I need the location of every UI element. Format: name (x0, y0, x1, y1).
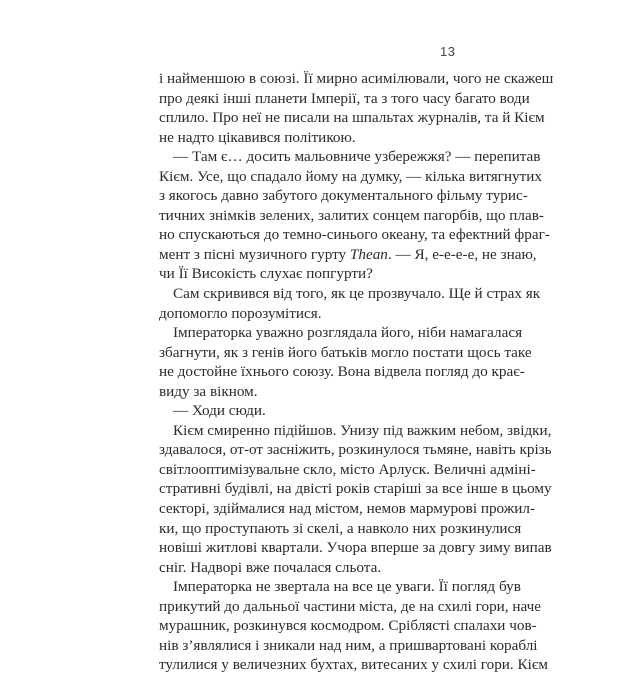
text-line: ки, що проступають зі скелі, а навколо них розкинулися (159, 519, 522, 537)
text-line: секторі, здіймалися над містом, немов мармурові прожил- (159, 500, 536, 518)
text-line: Кієм. Усе, що спадало йому на думку, — кілька витягнутих (159, 167, 542, 185)
text-line: сплило. Про неї не писали на шпальтах журналів, та й Кієм (159, 109, 545, 127)
text-line: допомогло порозумітися. (159, 304, 322, 322)
text-line: не надто цікавився політикою. (159, 128, 356, 146)
text-line-with-italic (159, 245, 537, 265)
text-line: і найменшою в союзі. Її мирно асимілювали, чого не скажеш (159, 70, 554, 87)
text-line: нів з’являлися і зникали над ним, а пришвартовані кораблі (159, 636, 538, 654)
text-line: Кієм смиренно підійшов. Унизу під важким небом, звідки, (173, 421, 552, 439)
text-line: Імператорка уважно розглядала його, ніби намагалася (173, 324, 523, 342)
text-line: Сам скривився від того, як це прозвучало. Ще й страх як (173, 285, 541, 303)
text-line: тичних знімків зелених, залитих сонцем пагорбів, що плав- (159, 206, 544, 224)
text-line: світлооптимізувальне скло, місто Арлуск. Величні адміні- (159, 460, 536, 478)
text-segment: мент з пісні музичного гурту (159, 245, 350, 263)
text-line: чи Її Високість слухає попгурти? (159, 265, 373, 283)
text-line: виду за вікном. (159, 382, 258, 400)
text-line: з якогось давно забутого документального фільму турис- (159, 187, 528, 205)
text-line: мурашник, розкинувся космодром. Сріблясті спалахи чов- (159, 617, 537, 635)
text-line: тулилися у величезних бухтах, витесаних у схилі гори. Кієм (159, 656, 548, 674)
text-line: збагнути, як з генів його батьків могло постати щось таке (159, 343, 532, 361)
body-text (159, 69, 554, 675)
text-line: Імператорка не звертала на все це уваги. Її погляд був (173, 578, 521, 596)
text-line: — Ходи сюди. (173, 402, 266, 420)
page-number: 13 (440, 44, 456, 59)
text-line: прикутий до дальньої частини міста, де на схилі гори, наче (159, 597, 542, 615)
text-line: сніг. Надворі вже почалася сльота. (159, 558, 382, 576)
text-line: про деякі інші планети Імперії, та з того часу багато води (159, 89, 530, 107)
text-line: здавалося, от-от засніжить, розкинулося тьмяне, навіть крізь (159, 441, 552, 459)
band-name-italic: Thean (349, 245, 388, 263)
text-line: стративні будівлі, на двісті років старіші за все інше в цьому (159, 480, 552, 498)
text-line: не достойне їхнього союзу. Вона відвела погляд до крає- (159, 363, 525, 381)
text-line: но спускаються до темно-синього океану, та ефектний фраг- (159, 226, 550, 244)
text-segment: . — Я, е-е-е-е, не знаю, (387, 245, 537, 263)
text-line: новіші житлові квартали. Учора вперше за довгу зиму випав (159, 539, 552, 557)
text-line: — Там є… досить мальовниче узбережжя? — перепитав (173, 148, 541, 166)
